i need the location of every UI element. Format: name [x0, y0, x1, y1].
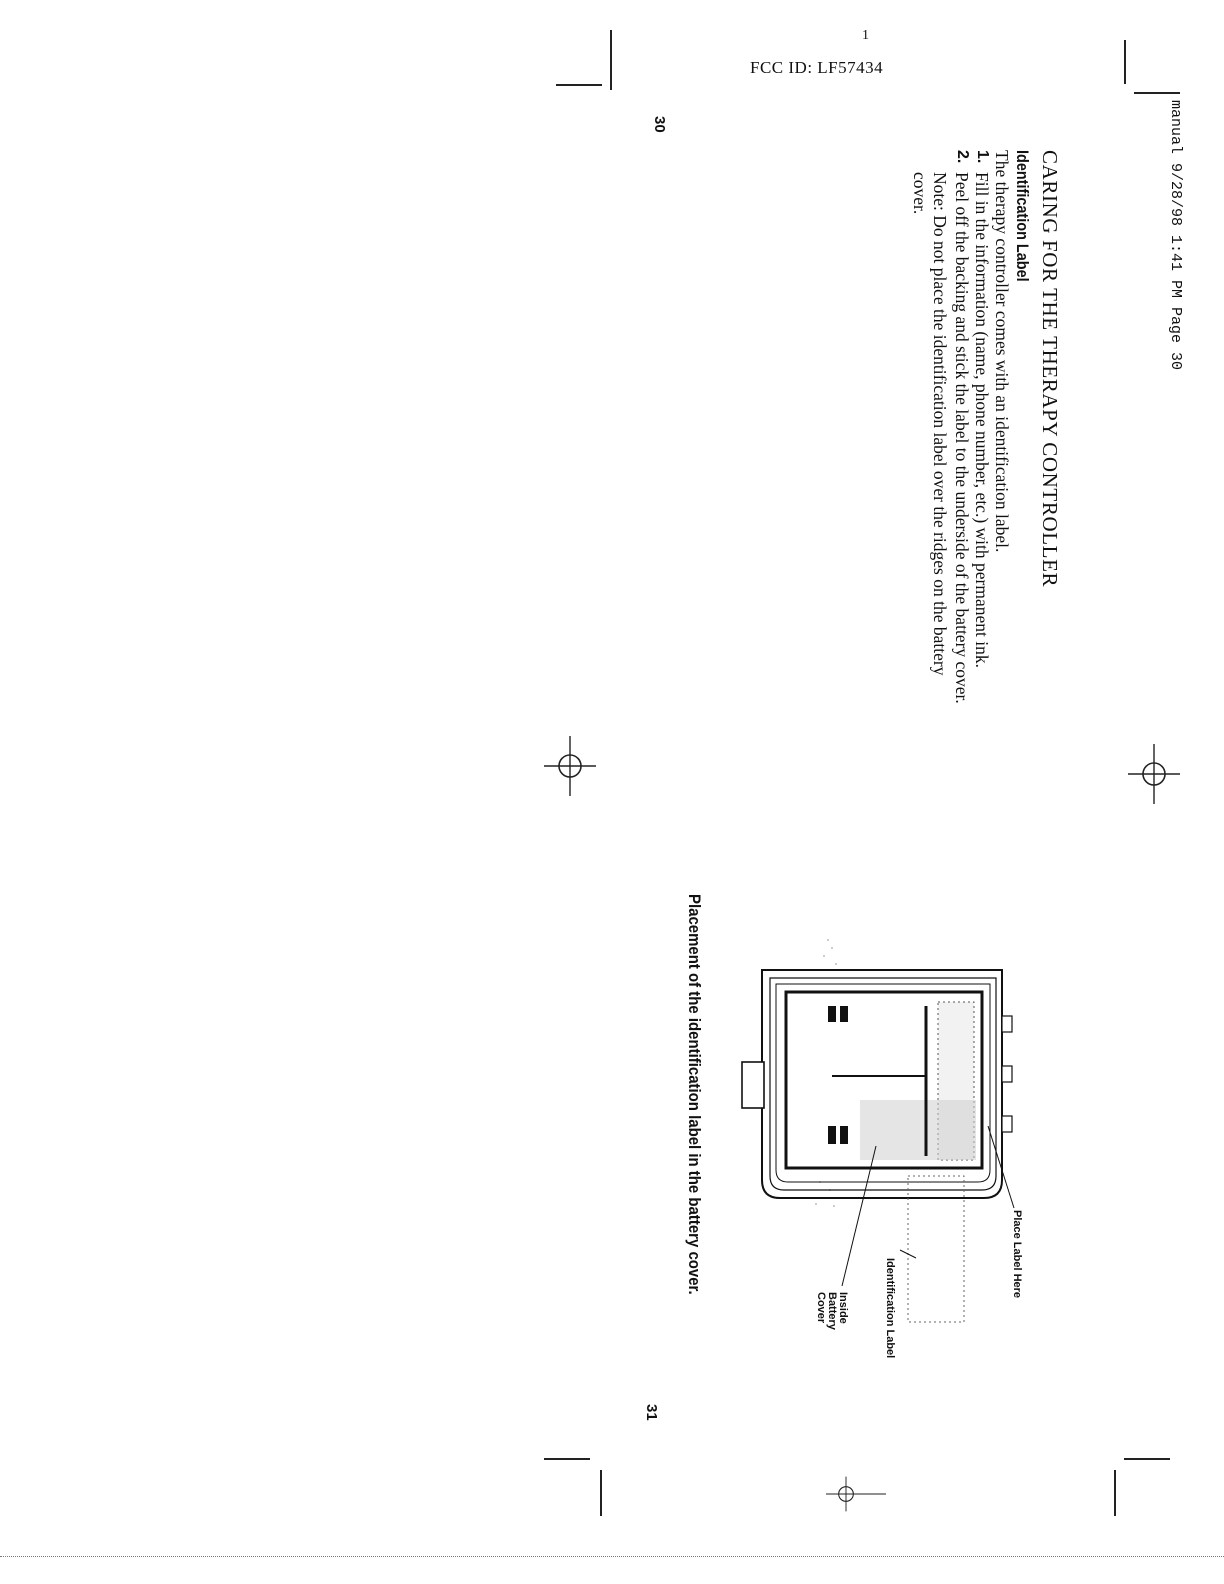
label-place-label-here: Place Label Here — [1011, 1210, 1023, 1299]
page-title: CARING FOR THE THERAPY CONTROLLER — [1038, 150, 1062, 588]
intro-paragraph: The therapy controller comes with an identification label. — [992, 150, 1012, 553]
page-number-30: 30 — [651, 116, 668, 133]
figure-caption: Placement of the identification label in the battery cover. — [685, 894, 704, 1295]
note-paragraph: Note: Do not place the identification label over the ridges on the battery cover. — [910, 172, 950, 676]
step-text: Fill in the information (name, phone number, etc.) with permanent ink. — [972, 172, 992, 668]
registration-mark — [540, 736, 600, 796]
section-heading: Identification Label — [1013, 150, 1032, 282]
step-number: 2. — [954, 150, 971, 164]
bottom-rule — [0, 1556, 1224, 1557]
crop-mark — [600, 1470, 602, 1516]
registration-mark — [1124, 744, 1184, 804]
step-item — [952, 150, 972, 710]
fcc-id: FCC ID: LF57434 — [750, 58, 884, 77]
crop-mark — [556, 84, 602, 86]
step-text: Peel off the backing and stick the label to the underside of the battery cover. — [952, 172, 972, 704]
step-number: 1. — [974, 150, 991, 164]
tick-mark: 1 — [862, 28, 869, 43]
crop-mark — [1114, 1470, 1116, 1516]
step-item — [972, 150, 992, 710]
page-number-31: 31 — [643, 1404, 660, 1421]
crop-mark — [1124, 1458, 1170, 1460]
file-stamp: manual 9/28/98 1:41 PM Page 30 — [1167, 100, 1184, 371]
registration-mark — [826, 1464, 886, 1524]
main-text-block — [910, 150, 1066, 710]
crop-mark — [1134, 92, 1180, 94]
label-inside-battery-cover: Inside Battery Cover — [815, 1292, 849, 1330]
crop-mark — [1124, 40, 1126, 84]
crop-mark — [610, 30, 612, 90]
label-identification-label: Identification Label — [884, 1258, 896, 1359]
crop-mark — [544, 1458, 590, 1460]
